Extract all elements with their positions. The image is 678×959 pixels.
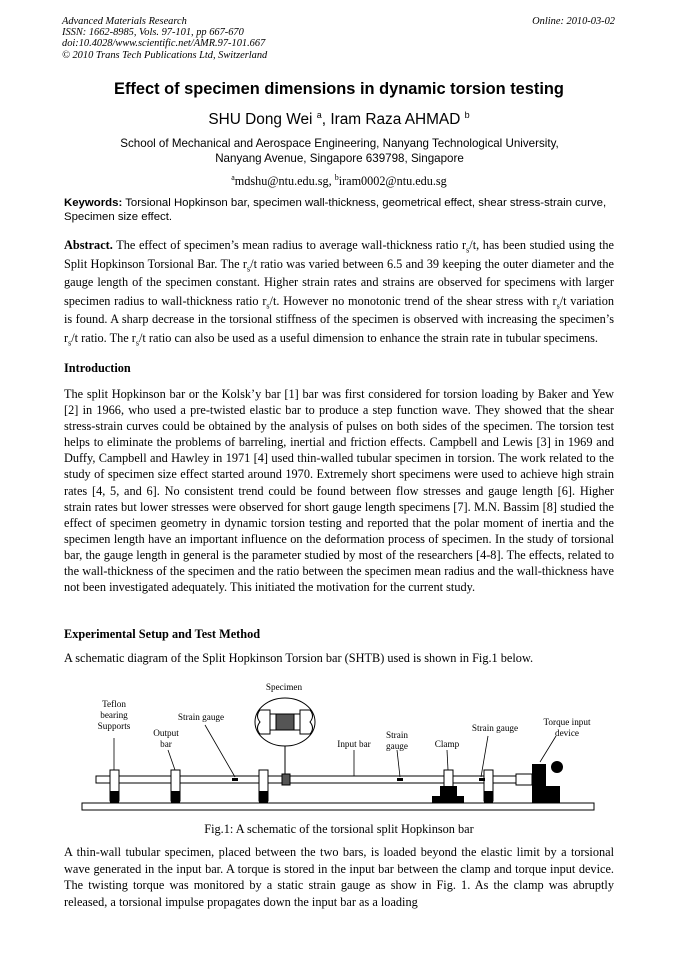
email-b-mark: b bbox=[334, 173, 339, 182]
base-rail bbox=[82, 803, 594, 810]
label-specimen: Specimen bbox=[265, 682, 303, 692]
clamp-device bbox=[432, 786, 464, 803]
closing-paragraph: A thin-wall tubular specimen, placed between the two bars, is loaded beyond the elastic limit by a torsional wave generated in the input bar. A torque is stored in the input bar between the clamp and torque input device. The twisting torque was monitored by a static strain gauge as show in Fig. 1. As the clamp was abruptly released, a torsional impulse propagates down the input bar as a loading bbox=[64, 845, 614, 909]
torque-input-device bbox=[516, 761, 563, 803]
author-1-mark: a bbox=[316, 110, 322, 120]
journal-issn: ISSN: 1662-8985, Vols. 97-101, pp 667-670 bbox=[62, 27, 244, 39]
main-bar bbox=[96, 776, 536, 783]
abstract-text-2: /t, has been studied using the Split Hopkinson Torsional Bar. The r bbox=[64, 238, 615, 271]
experimental-heading: Experimental Setup and Test Method bbox=[64, 627, 261, 641]
abstract bbox=[64, 236, 614, 347]
label-input-bar: Input bar bbox=[337, 739, 371, 749]
figure-caption: Fig.1: A schematic of the torsional split Hopkinson bar bbox=[204, 822, 474, 836]
email-separator: , bbox=[328, 174, 335, 189]
abstract-text-1: The effect of specimen’s mean radius to average wall-thickness ratio r bbox=[112, 238, 467, 252]
strain-gauge-mark bbox=[232, 778, 238, 781]
label-strain-1: Strain bbox=[386, 730, 408, 740]
keywords bbox=[64, 196, 614, 224]
introduction-heading: Introduction bbox=[64, 361, 131, 375]
shtb-schematic bbox=[70, 678, 610, 818]
label-teflon-2: bearing bbox=[100, 710, 128, 720]
paper-title: Effect of specimen dimensions in dynamic torsion testing bbox=[114, 80, 564, 98]
introduction-paragraph: The split Hopkinson bar or the Kolsk’y bar [1] bar was first considered for torsion loading by Baker and Yew [2] in 1966, who used a pre-twisted elastic bar to produce a step function wave. They showed that the shear stress-strain curves could be obtained by the analysis of pulses on both sides of the specimen. The torsion test helps to eliminate the problems of barreling, inertial and friction effects. Campbell and Lewis [3] in 1969 and Duffy, Campbell and Hawley in 1971 [4] used thin-walled tubular specimen in torsion. The work related to the study of specimen size effect started around 1970. Extremely short specimens were used to achieve high strain rates [4, 5, and 6]. No consistent trend could be found between flow stresses and gauge length [6]. Higher strain rates but lower stresses were observed for short gauge length specimens [7]. M.N. Bassim [8] studied the effect of specimen geometry in dynamic torsion testing and reported that the polar moment of inertia and the specimen length have an important influence on the deformation process of specimen. In the study of torsional bar, the gauge length in general is the parameter studied by most of the researchers [4-8]. The effects, related to the wall-thickness of the specimen and the ratio between the specimen mean radius and the wall-thickness have not been investigated adequately. This initiated the motivation for the current study. bbox=[64, 387, 614, 595]
keywords-text: Torsional Hopkinson bar, specimen wall-thickness, geometrical effect, shear stress-strain curve, Specimen size effect. bbox=[64, 197, 607, 223]
subscript-s: s bbox=[135, 337, 140, 347]
bearing-support bbox=[171, 770, 180, 803]
author-emails bbox=[0, 173, 678, 189]
specimen-detail bbox=[255, 698, 315, 774]
strain-gauge-mark bbox=[479, 778, 485, 781]
label-torque-1: Torque input bbox=[543, 717, 591, 727]
author-1: SHU Dong Wei bbox=[208, 111, 313, 129]
specimen-on-bar bbox=[282, 774, 290, 785]
email-a-mark: a bbox=[231, 173, 235, 182]
subscript-s: s bbox=[247, 263, 251, 273]
abstract-text-5: /t variation is found. A sharp decrease in the torsional stiffness of the specimen is observed with increasing the specimen’s r bbox=[64, 293, 614, 345]
bearing-support bbox=[110, 770, 119, 803]
affiliation-line-1: School of Mechanical and Aerospace Engineering, Nanyang Technological University, bbox=[120, 137, 559, 150]
journal-doi: doi:10.4028/www.scientific.net/AMR.97-101.667 bbox=[62, 38, 266, 50]
label-teflon-1: Teflon bbox=[102, 699, 126, 709]
author-2-mark: b bbox=[464, 110, 470, 120]
label-strain-gauge-right: Strain gauge bbox=[471, 723, 519, 733]
subscript-s: s bbox=[556, 300, 560, 310]
shtb-schematic-figure bbox=[70, 678, 610, 818]
journal-copyright: © 2010 Trans Tech Publications Ltd, Switzerland bbox=[62, 49, 268, 61]
online-date: Online: 2010-03-02 bbox=[532, 16, 615, 27]
label-teflon-3: Supports bbox=[97, 721, 131, 731]
strain-gauge-mark bbox=[397, 778, 403, 781]
subscript-s: s bbox=[68, 337, 72, 347]
email-a: mdshu@ntu.edu.sg bbox=[234, 174, 329, 189]
label-torque-2: device bbox=[555, 728, 579, 738]
bearing-support bbox=[259, 770, 268, 803]
label-output-1: Output bbox=[153, 728, 179, 738]
abstract-text-4: /t. However no monotonic trend of the shear stress with r bbox=[269, 293, 557, 308]
abstract-label: Abstract. bbox=[64, 238, 113, 252]
experimental-paragraph: A schematic diagram of the Split Hopkinson Torsion bar (SHTB) used is shown in Fig.1 below. bbox=[64, 651, 534, 665]
abstract-text-3: /t ratio was varied between 6.5 and 39 keeping the outer diameter and the gauge length of the specimen constant. Higher strain rates and strains are observed for specimens with larger specimen radius to wall-thickness ratio r bbox=[64, 256, 614, 308]
affiliation bbox=[62, 136, 617, 166]
affiliation-line-2: Nanyang Avenue, Singapore 639798, Singapore bbox=[215, 152, 464, 165]
subscript-s: s bbox=[466, 245, 470, 255]
label-clamp: Clamp bbox=[434, 739, 460, 749]
bearing-support bbox=[484, 770, 493, 803]
journal-header bbox=[62, 16, 267, 61]
author-2: Iram Raza AHMAD bbox=[330, 111, 461, 129]
abstract-text-7: /t ratio can also be used as a useful dimension to enhance the strain rate in tubular specimens. bbox=[139, 330, 598, 345]
keywords-label: Keywords: bbox=[64, 197, 123, 209]
abstract-text-6: /t ratio. The r bbox=[71, 330, 136, 345]
label-strain-2: gauge bbox=[386, 741, 408, 751]
subscript-s: s bbox=[266, 300, 270, 310]
label-strain-gauge-left: Strain gauge bbox=[177, 712, 225, 722]
journal-name: Advanced Materials Research bbox=[62, 16, 187, 27]
label-output-2: bar bbox=[160, 739, 172, 749]
author-separator: , bbox=[321, 111, 331, 129]
author-line bbox=[0, 110, 678, 129]
email-b: iram0002@ntu.edu.sg bbox=[338, 174, 447, 189]
